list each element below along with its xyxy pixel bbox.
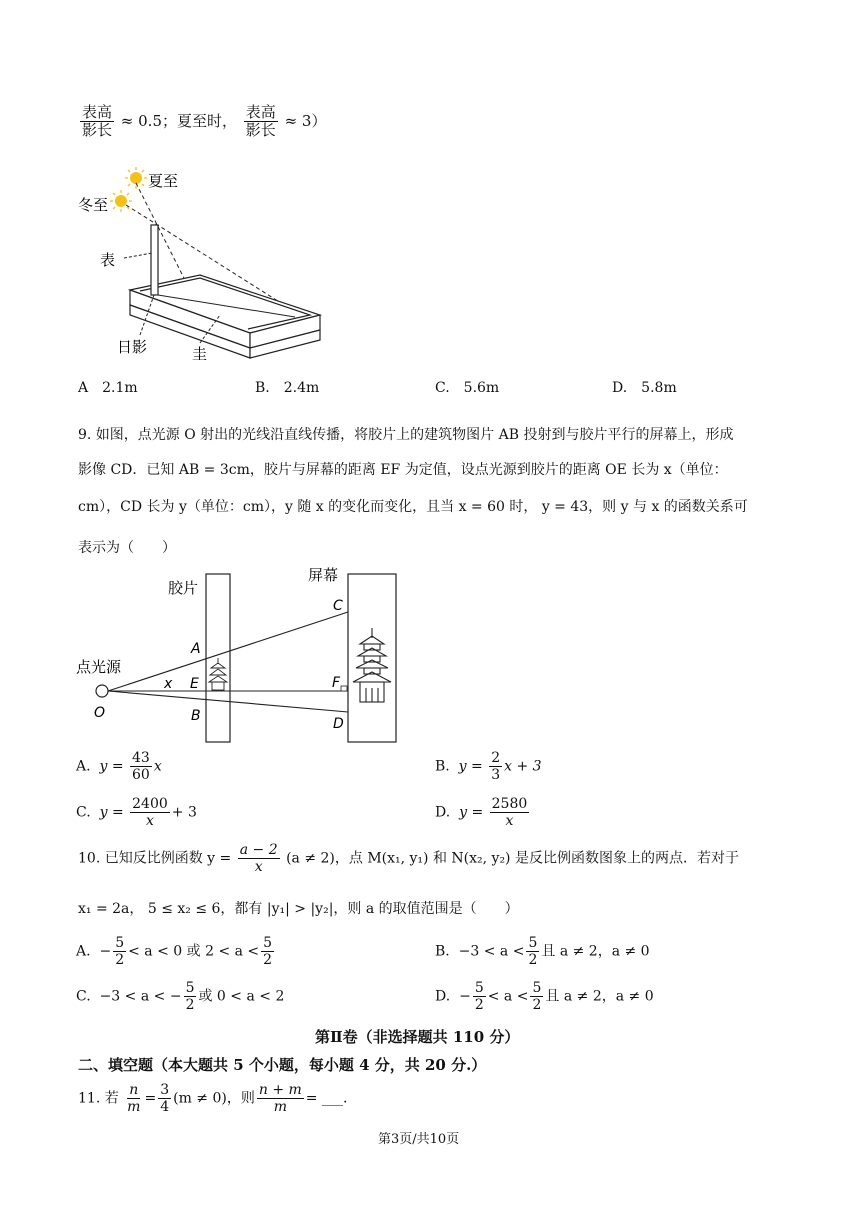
top-formula: $\frac{\text{表高}}{\text{影长}}$ ≈ 0.5；夏至时， $\frac{\text{表高}}{\text{影长}}$ ≈ 3） xyxy=(82,103,327,140)
fraction: $\frac{n + m}{m}$ xyxy=(258,1082,302,1116)
sun-icon-winter xyxy=(110,190,132,212)
fraction: $\frac{2580}{x}$ xyxy=(491,796,528,830)
label-source: 点光源 xyxy=(76,658,122,676)
q9-option-b: B. y = $\frac{2}{3}$ x + 3 xyxy=(435,750,542,784)
label-film: 胶片 xyxy=(168,579,199,597)
q10-option-a: A. − $\frac{5}{2}$ < a < 0 或 2 < a < $\frac{5}{2}$ xyxy=(76,935,273,969)
fraction: $\frac{5}{2}$ xyxy=(263,935,273,969)
label-x: x xyxy=(164,676,173,692)
q9-option-d: D. y = $\frac{2580}{x}$ xyxy=(435,796,528,830)
sun-icon-summer xyxy=(125,167,147,189)
label-f: F xyxy=(332,675,341,691)
q8-option-b: B. 2.4m xyxy=(255,380,320,396)
q8-option-c: C. 5.6m xyxy=(435,380,500,396)
fraction: $\frac{43}{60}$ xyxy=(132,750,150,784)
label-gui: 圭 xyxy=(192,345,208,363)
fraction: $\frac{\text{表高}}{\text{影长}}$ xyxy=(245,103,276,140)
q9-line-4: 表示为（ ） xyxy=(78,540,176,556)
label-d: D xyxy=(333,716,344,732)
sundial-figure xyxy=(70,165,330,365)
label-shadow: 日影 xyxy=(117,338,148,356)
fill-in-title: 二、填空题（本大题共 5 个小题，每小题 4 分，共 20 分.） xyxy=(78,1056,487,1074)
q10-option-b: B. −3 < a < $\frac{5}{2}$ 且 a ≠ 2，a ≠ 0 xyxy=(435,935,650,969)
q8-option-a: A 2.1m xyxy=(78,380,138,396)
point-source-icon xyxy=(96,685,108,697)
label-a: A xyxy=(191,641,201,657)
q10-line-2: x₁ = 2a， 5 ≤ x₂ ≤ 6，都有 |y₁| > |y₂|，则 a 的取值范围是（ ） xyxy=(78,901,519,917)
fraction: $\frac{3}{4}$ xyxy=(160,1082,170,1116)
q10-option-d: D. − $\frac{5}{2}$ < a < $\frac{5}{2}$ 且 a ≠ 2，a ≠ 0 xyxy=(435,980,654,1014)
q9-line-3: cm），CD 长为 y（单位：cm），y 随 x 的变化而变化，且当 x = 60 时， y = 43，则 y 与 x 的函数关系可 xyxy=(78,499,748,515)
fraction: $\frac{5}{2}$ xyxy=(185,980,195,1014)
fraction: $\frac{5}{2}$ xyxy=(115,935,125,969)
screen-rect xyxy=(348,574,396,742)
fraction: $\frac{\text{表高}}{\text{影长}}$ xyxy=(82,103,113,140)
label-e: E xyxy=(190,676,199,692)
fraction: $\frac{n}{m}$ xyxy=(127,1082,141,1116)
q9-option-c: C. y = $\frac{2400}{x}$ + 3 xyxy=(76,796,197,830)
q8-option-d: D. 5.8m xyxy=(612,380,677,396)
q9-line-2: 影像 CD．已知 AB = 3cm，胶片与屏幕的距离 EF 为定值，设点光源到胶片的距离 OE 长为 x（单位： xyxy=(78,462,728,478)
label-summer: 夏至 xyxy=(148,172,179,190)
label-b: B xyxy=(191,708,201,724)
fraction: $\frac{5}{2}$ xyxy=(474,980,484,1014)
section-2-title: 第Ⅱ卷（非选择题共 110 分） xyxy=(315,1028,520,1046)
q11: 11. 若 $\frac{n}{m}$ = $\frac{3}{4}$ (m ≠ 0)，则 $\frac{n + m}{m}$ = ___. xyxy=(78,1082,348,1116)
fraction: $\frac{2}{3}$ xyxy=(491,750,501,784)
q10-line-1: 10. 已知反比例函数 y = $\frac{a - 2}{x}$ (a ≠ 2)，点 M(x₁, y₁) 和 N(x₂, y₂) 是反比例函数图象上的两点．若对于 xyxy=(78,842,739,876)
q9-option-a: A. y = $\frac{43}{60}$ x xyxy=(76,750,162,784)
label-winter: 冬至 xyxy=(78,196,109,214)
label-pole: 表 xyxy=(100,251,116,269)
fraction: $\frac{2400}{x}$ xyxy=(132,796,168,830)
label-screen: 屏幕 xyxy=(308,566,339,584)
fraction: $\frac{5}{2}$ xyxy=(528,935,538,969)
page-footer: 第3页/共10页 xyxy=(378,1132,460,1147)
label-o: O xyxy=(94,705,106,721)
projection-figure xyxy=(70,560,410,750)
fraction: $\frac{5}{2}$ xyxy=(532,980,542,1014)
q10-option-c: C. −3 < a < − $\frac{5}{2}$ 或 0 < a < 2 xyxy=(76,980,285,1014)
q9-line-1: 9. 如图，点光源 O 射出的光线沿直线传播，将胶片上的建筑物图片 AB 投射到与胶片平行的屏幕上，形成 xyxy=(78,427,734,443)
fraction: $\frac{a - 2}{x}$ xyxy=(239,842,278,876)
label-c: C xyxy=(333,598,343,614)
